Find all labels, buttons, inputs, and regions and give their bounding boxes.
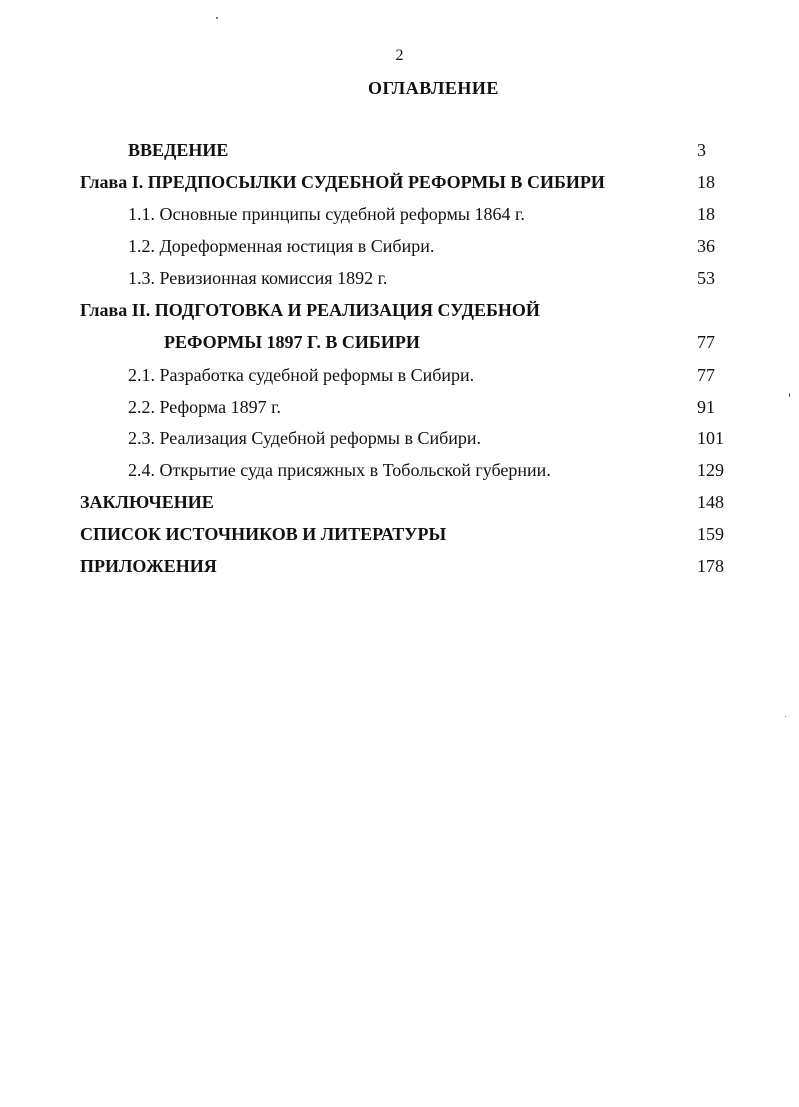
toc-entry-section-2-4 — [0, 457, 799, 483]
toc-entry-page: 159 — [697, 524, 724, 544]
toc-entry-label: 2.4. Открытие суда присяжных в Тобольской губернии. — [128, 460, 551, 480]
toc-entry-label: Глава II. ПОДГОТОВКА И РЕАЛИЗАЦИЯ СУДЕБНОЙ — [80, 300, 540, 320]
toc-entry-chapter-1 — [0, 169, 799, 195]
toc-entry-page: 148 — [697, 492, 724, 512]
page-number: 2 — [395, 47, 404, 64]
toc-entry-label: ЗАКЛЮЧЕНИЕ — [80, 492, 214, 512]
toc-entry-label: 2.1. Разработка судебной реформы в Сибири. — [128, 365, 475, 385]
toc-entry-introduction — [0, 137, 799, 163]
toc-entry-page: 77 — [697, 332, 715, 352]
toc-entry-page: 178 — [697, 556, 724, 576]
scan-speck — [789, 393, 790, 397]
toc-entry-appendices — [0, 553, 799, 579]
toc-entry-page: 3 — [697, 140, 706, 160]
toc-entry-page: 18 — [697, 204, 715, 224]
toc-entry-section-1-2 — [0, 233, 799, 259]
toc-entry-label: 2.3. Реализация Судебной реформы в Сибири. — [128, 428, 482, 448]
toc-entry-label: ПРИЛОЖЕНИЯ — [80, 556, 217, 576]
toc-entry-label: 2.2. Реформа 1897 г. — [128, 397, 281, 417]
toc-entry-page: 77 — [697, 365, 715, 385]
toc-entry-chapter-2-continued — [0, 329, 799, 355]
toc-entry-label: 1.2. Дореформенная юстиция в Сибири. — [128, 236, 435, 256]
toc-entry-sources — [0, 521, 799, 547]
toc-entry-section-1-1 — [0, 201, 799, 227]
toc-entry-section-1-3 — [0, 265, 799, 291]
toc-entry-page: 91 — [697, 397, 715, 417]
toc-entry-conclusion — [0, 489, 799, 515]
toc-entry-page: 53 — [697, 268, 715, 288]
toc-entry-label: 1.1. Основные принципы судебной реформы 1864 г. — [128, 204, 525, 224]
toc-entry-label: Глава I. ПРЕДПОСЫЛКИ СУДЕБНОЙ РЕФОРМЫ В СИБИРИ — [80, 172, 605, 192]
scan-speck — [785, 716, 786, 717]
toc-entry-section-2-2 — [0, 394, 799, 420]
toc-entry-section-2-3 — [0, 425, 799, 451]
toc-entry-section-2-1 — [0, 362, 799, 388]
toc-entry-label: СПИСОК ИСТОЧНИКОВ И ЛИТЕРАТУРЫ — [80, 524, 447, 544]
toc-entry-chapter-2 — [0, 297, 799, 323]
scan-speck — [216, 17, 218, 19]
toc-entry-page: 18 — [697, 172, 715, 192]
toc-entry-label: 1.3. Ревизионная комиссия 1892 г. — [128, 268, 388, 288]
toc-entry-label: ВВЕДЕНИЕ — [128, 140, 229, 160]
toc-entry-label: РЕФОРМЫ 1897 Г. В СИБИРИ — [164, 332, 420, 352]
toc-entry-page: 101 — [697, 428, 724, 448]
toc-entry-page: 36 — [697, 236, 715, 256]
page-title: ОГЛАВЛЕНИЕ — [368, 78, 499, 98]
toc-entry-page: 129 — [697, 460, 724, 480]
